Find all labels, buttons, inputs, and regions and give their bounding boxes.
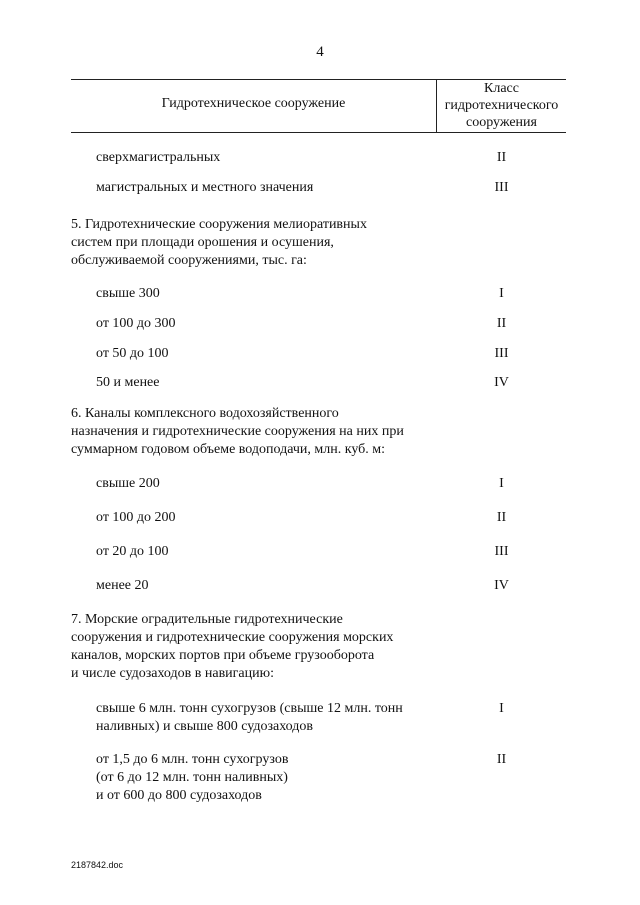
heading-line: обслуживаемой сооружениями, тыс. га: bbox=[71, 253, 307, 268]
heading-line: назначения и гидротехнические сооружения на них при bbox=[71, 424, 404, 439]
header-class-line: гидротехнического bbox=[444, 98, 559, 113]
row-class: III bbox=[494, 346, 509, 361]
heading-line: систем при площади орошения и осушения, bbox=[71, 235, 334, 250]
heading-line: 5. Гидротехнические сооружения мелиоративных bbox=[71, 217, 367, 232]
row-class: IV bbox=[494, 578, 509, 593]
row-label-line: свыше 6 млн. тонн сухогрузов (свыше 12 млн. тонн bbox=[96, 701, 403, 716]
row-label-line: и от 600 до 800 судозаходов bbox=[96, 788, 262, 803]
heading-line: 6. Каналы комплексного водохозяйственного bbox=[71, 406, 339, 421]
row-class: III bbox=[494, 544, 509, 559]
row-class: II bbox=[496, 316, 507, 331]
row-class: III bbox=[494, 180, 509, 195]
row-class: IV bbox=[494, 375, 509, 390]
row-label: свыше 200 bbox=[96, 476, 160, 491]
row-label-line: наливных) и свыше 800 судозаходов bbox=[96, 719, 314, 734]
row-class: II bbox=[496, 510, 507, 525]
row-label bbox=[96, 751, 436, 805]
page-number: 4 bbox=[316, 44, 324, 60]
table-header-rule bbox=[71, 132, 566, 133]
row-label: магистральных и местного значения bbox=[96, 180, 314, 195]
row-label bbox=[96, 700, 436, 736]
header-structure: Гидротехническое сооружение bbox=[161, 96, 346, 111]
header-class bbox=[437, 80, 566, 131]
row-label-line: (от 6 до 12 млн. тонн наливных) bbox=[96, 770, 288, 785]
heading-line: сооружения и гидротехнические сооружения морских bbox=[71, 630, 394, 645]
row-label-line: от 1,5 до 6 млн. тонн сухогрузов bbox=[96, 752, 289, 767]
header-class-line: сооружения bbox=[466, 115, 537, 130]
section-7-heading bbox=[71, 611, 491, 683]
footer-filename: 2187842.doc bbox=[71, 860, 124, 870]
section-6-heading bbox=[71, 405, 451, 459]
row-label: свыше 300 bbox=[96, 286, 160, 301]
row-label: менее 20 bbox=[96, 578, 149, 593]
heading-line: и числе судозаходов в навигацию: bbox=[71, 666, 274, 681]
row-label: от 100 до 200 bbox=[96, 510, 176, 525]
row-label: сверхмагистральных bbox=[96, 150, 221, 165]
heading-line: 7. Морские оградительные гидротехнические bbox=[71, 612, 343, 627]
row-label: 50 и менее bbox=[96, 375, 160, 390]
heading-line: каналов, морских портов при объеме грузооборота bbox=[71, 648, 375, 663]
section-5-heading bbox=[71, 216, 451, 270]
header-class-line: Класс bbox=[484, 81, 519, 96]
row-class: I bbox=[499, 286, 504, 301]
row-class: II bbox=[496, 752, 507, 767]
row-class: I bbox=[499, 476, 504, 491]
row-label: от 50 до 100 bbox=[96, 346, 169, 361]
row-class: I bbox=[499, 701, 504, 716]
row-class: II bbox=[496, 150, 507, 165]
row-label: от 20 до 100 bbox=[96, 544, 169, 559]
row-label: от 100 до 300 bbox=[96, 316, 176, 331]
heading-line: суммарном годовом объеме водоподачи, млн. куб. м: bbox=[71, 442, 386, 457]
